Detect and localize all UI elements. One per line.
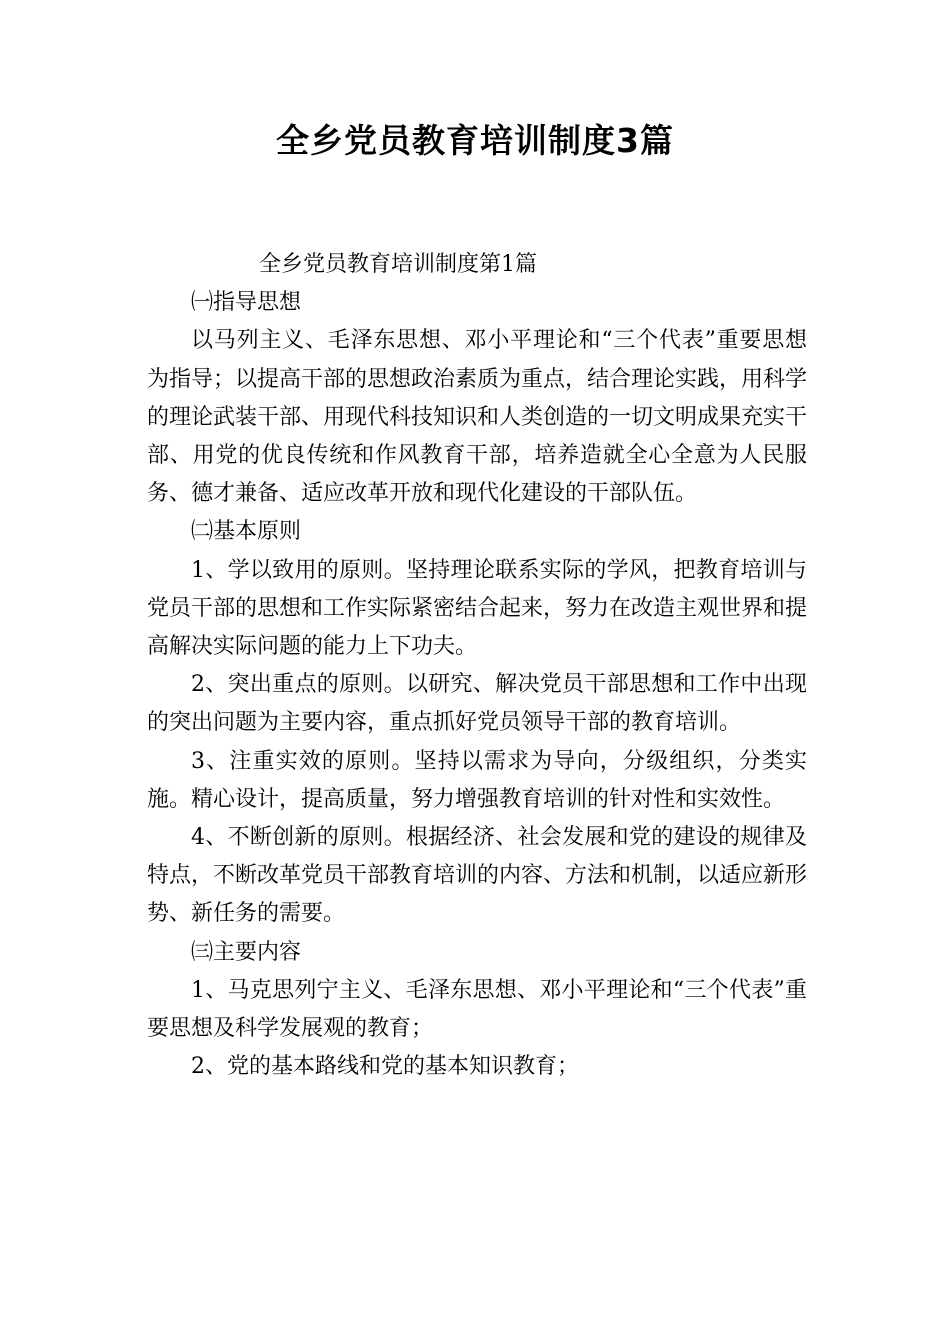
section-subtitle: 全乡党员教育培训制度第1篇 <box>259 252 537 277</box>
paragraph-principle-3: 3、注重实效的原则。坚持以需求为导向，分级组织，分类实施。精心设计，提高质量，努力增强教育培训的针对性和实效性。 <box>147 748 807 812</box>
document-body <box>147 246 807 1086</box>
section-heading-basic-principles: ㈡基本原则 <box>191 519 302 545</box>
paragraph-content-1: 1、马克思列宁主义、毛泽东思想、邓小平理论和“三个代表”重要思想及科学发展观的教育； <box>147 977 807 1042</box>
paragraph-principle-4: 4、不断创新的原则。根据经济、社会发展和党的建设的规律及特点，不断改革党员干部教育培训的内容、方法和机制，以适应新形势、新任务的需要。 <box>147 825 808 927</box>
paragraph-principle-2: 2、突出重点的原则。以研究、解决党员干部思想和工作中出现的突出问题为主要内容，重点抓好党员领导干部的教育培训。 <box>147 672 807 736</box>
section-heading-main-content: ㈢主要内容 <box>191 939 302 965</box>
paragraph-principle-1: 1、学以致用的原则。坚持理论联系实际的学风，把教育培训与党员干部的思想和工作实际紧密结合起来，努力在改造主观世界和提高解决实际问题的能力上下功夫。 <box>147 557 808 660</box>
section-heading-guiding-thought: ㈠指导思想 <box>191 290 302 316</box>
paragraph-content-2: 2、党的基本路线和党的基本知识教育； <box>191 1054 579 1080</box>
document-title: 全乡党员教育培训制度3篇 <box>276 121 674 160</box>
paragraph-guiding-thought: 以马列主义、毛泽东思想、邓小平理论和“三个代表”重要思想为指导；以提高干部的思想政治素质为重点，结合理论实践，用科学的理论武装干部、用现代科技知识和人类创造的一切文明成果充实干部、用党的优良传统和作风教育干部，培养造就全心全意为人民服务、德才兼备、适应改革开放和现代化建设的干部队伍。 <box>147 328 808 507</box>
